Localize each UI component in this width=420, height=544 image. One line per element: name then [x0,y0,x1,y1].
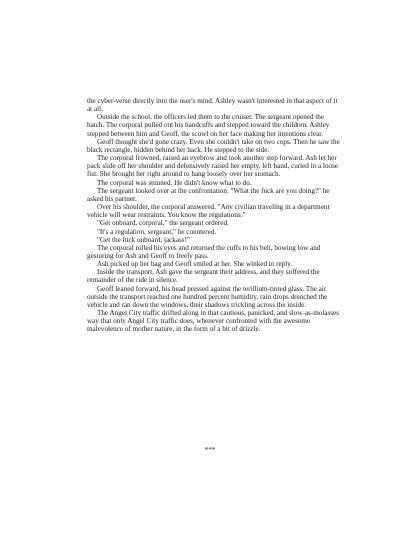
paragraph: The corporal frowned, raised an eyebrow and took another step forward. Ash let her pack slide off her shoulder and defensively raised her empty, left hand, curled in a loose fist. She brought her right around to hang loosely over her stomach. [87,154,339,179]
paragraph: The corporal was stunned. He didn't know what to do. [97,178,252,187]
paragraph: "Get the fuck onboard, jackass!" [97,235,190,244]
paragraph: Ash picked up her bag and Geoff smiled at her. She winked in reply. [97,260,293,269]
paragraph: Geoff leaned forward, his head pressed against the terillium-tinted glass. The air outside the transport reached one hundred percent humidity, rain drops drenched the vehicle and ran down the windows, their shadows trickling across the inside. [87,284,328,309]
paragraph: Inside the transport, Ash gave the sergeant their address, and they suffered the remainder of the ride in silence. [87,268,320,285]
paragraph: "Get onboard, corporal," the sergeant ordered. [97,219,229,228]
paragraph-continuation: the cyber-verse directly into the user's mind. Ashley wasn't interested in that aspect of it at all. [87,97,338,114]
paragraph: The sergeant looked over at the confrontation. "What the fuck are you doing?" he asked his partner. [87,186,330,203]
paragraph: The Angel City traffic drifted along in that cautious, panicked, and slow-as-molasses way that only Angel City traffic does, whenever confronted with the awesome malevolence of mother nature, in the form of a bit of drizzle. [87,309,339,334]
paragraph: Over his shoulder, the corporal answered. "Any civilian traveling in a department vehicle will wear restraints. You know the regulations." [87,203,330,220]
scene-break: *** [204,446,216,454]
paragraph: Geoff thought she'd gone crazy. Even she couldn't take on two cops. Then he saw the black rectangle, hidden behind her back. He stepped to the side. [87,137,340,154]
body-text [87,97,341,334]
paragraph: "It's a regulation, sergeant," he countered. [97,227,217,236]
paragraph: The corporal rolled his eyes and returned the cuffs to his belt, bowing low and gesturing for Ash and Geoff to freely pass. [87,243,321,260]
paragraph: Outside the school, the officers led them to the cruiser. The sergeant opened the hatch. The corporal pulled out his handcuffs and stepped toward the children. Ashley stepped between him and Geoff, the scowl on her face making her intentions clear. [87,113,330,138]
